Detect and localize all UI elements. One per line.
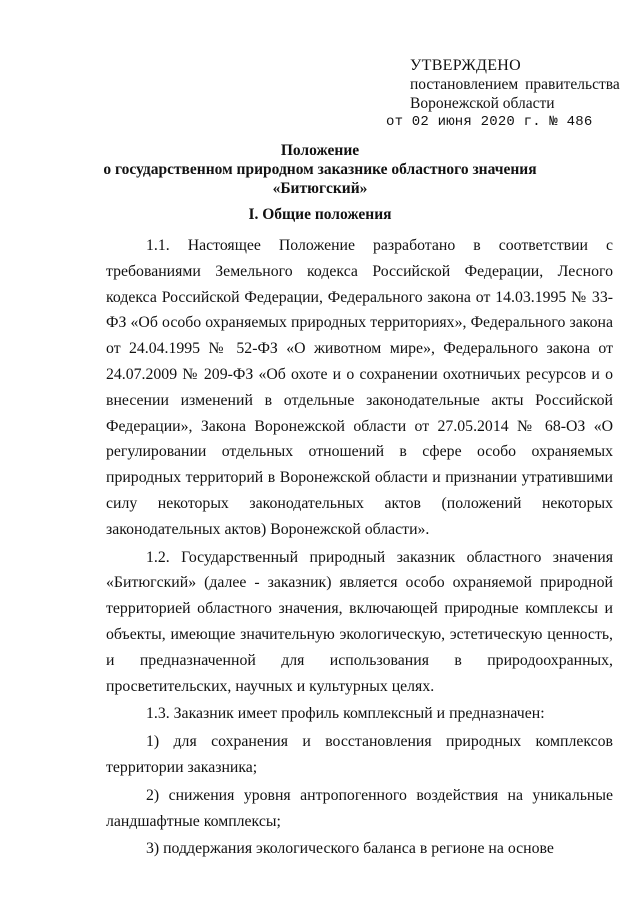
document-body — [106, 233, 613, 862]
paragraph-1-3: 1.3. Заказник имеет профиль комплексный и предназначен: — [146, 705, 545, 723]
document-heading — [100, 141, 540, 198]
heading-line-3: «Битюгский» — [272, 180, 368, 197]
approval-title: УТВЕРЖДЕНО — [410, 57, 522, 74]
approval-stamp — [386, 56, 635, 132]
paragraph-1-2: 1.2. Государственный природный заказник областного значения «Битюгский» (далее - заказник) является особо охраняемой природной территорией областного значения, включающей природные комплексы и объекты, имеющие значительную экологическую, эстетическую ценность, и предназначенной для использования в природоохранных, просветительских, научных и культурных целях. — [106, 548, 613, 695]
heading-line-2: о государственном природном заказнике областного значения — [103, 161, 537, 178]
list-item-3: 3) поддержания экологического баланса в регионе на основе — [146, 840, 554, 858]
approval-date: от 02 июня 2020 г. № 486 — [386, 114, 593, 130]
list-item-2: 2) снижения уровня антропогенного воздействия на уникальные ландшафтные комплексы; — [106, 786, 613, 830]
heading-line-1: Положение — [280, 142, 360, 159]
approval-line-2: Воронежской области — [410, 95, 555, 112]
list-item-1: 1) для сохранения и восстановления природных комплексов территории заказника; — [106, 733, 613, 776]
section-title: I. Общие положения — [248, 206, 392, 223]
paragraph-1-1: 1.1. Настоящее Положение разработано в соответствии с требованиями Земельного кодекса Российской Федерации, Лесного кодекса Российской Федерации, Федерального закона от 14.03.1995 № 33-ФЗ «Об особо охраняемых природных территориях», Федерального закона от 24.04.1995 № 52-ФЗ «О животном мире», Федерального закона от 24.07.2009 № 209-ФЗ «Об охоте и о сохранении охотничьих ресурсов и о внесении изменений в отдельные законодательные акты Российской Федерации», Закона Воронежской области от 27.05.2014 № 68-ОЗ «О регулировании отдельных отношений в сфере особо охраняемых природных территорий в Воронежской области и признании утратившими силу некоторых законодательных актов (положений некоторых законодательных актов) Воронежской области». — [106, 237, 613, 538]
approval-line-1: постановлением правительства — [410, 76, 620, 93]
